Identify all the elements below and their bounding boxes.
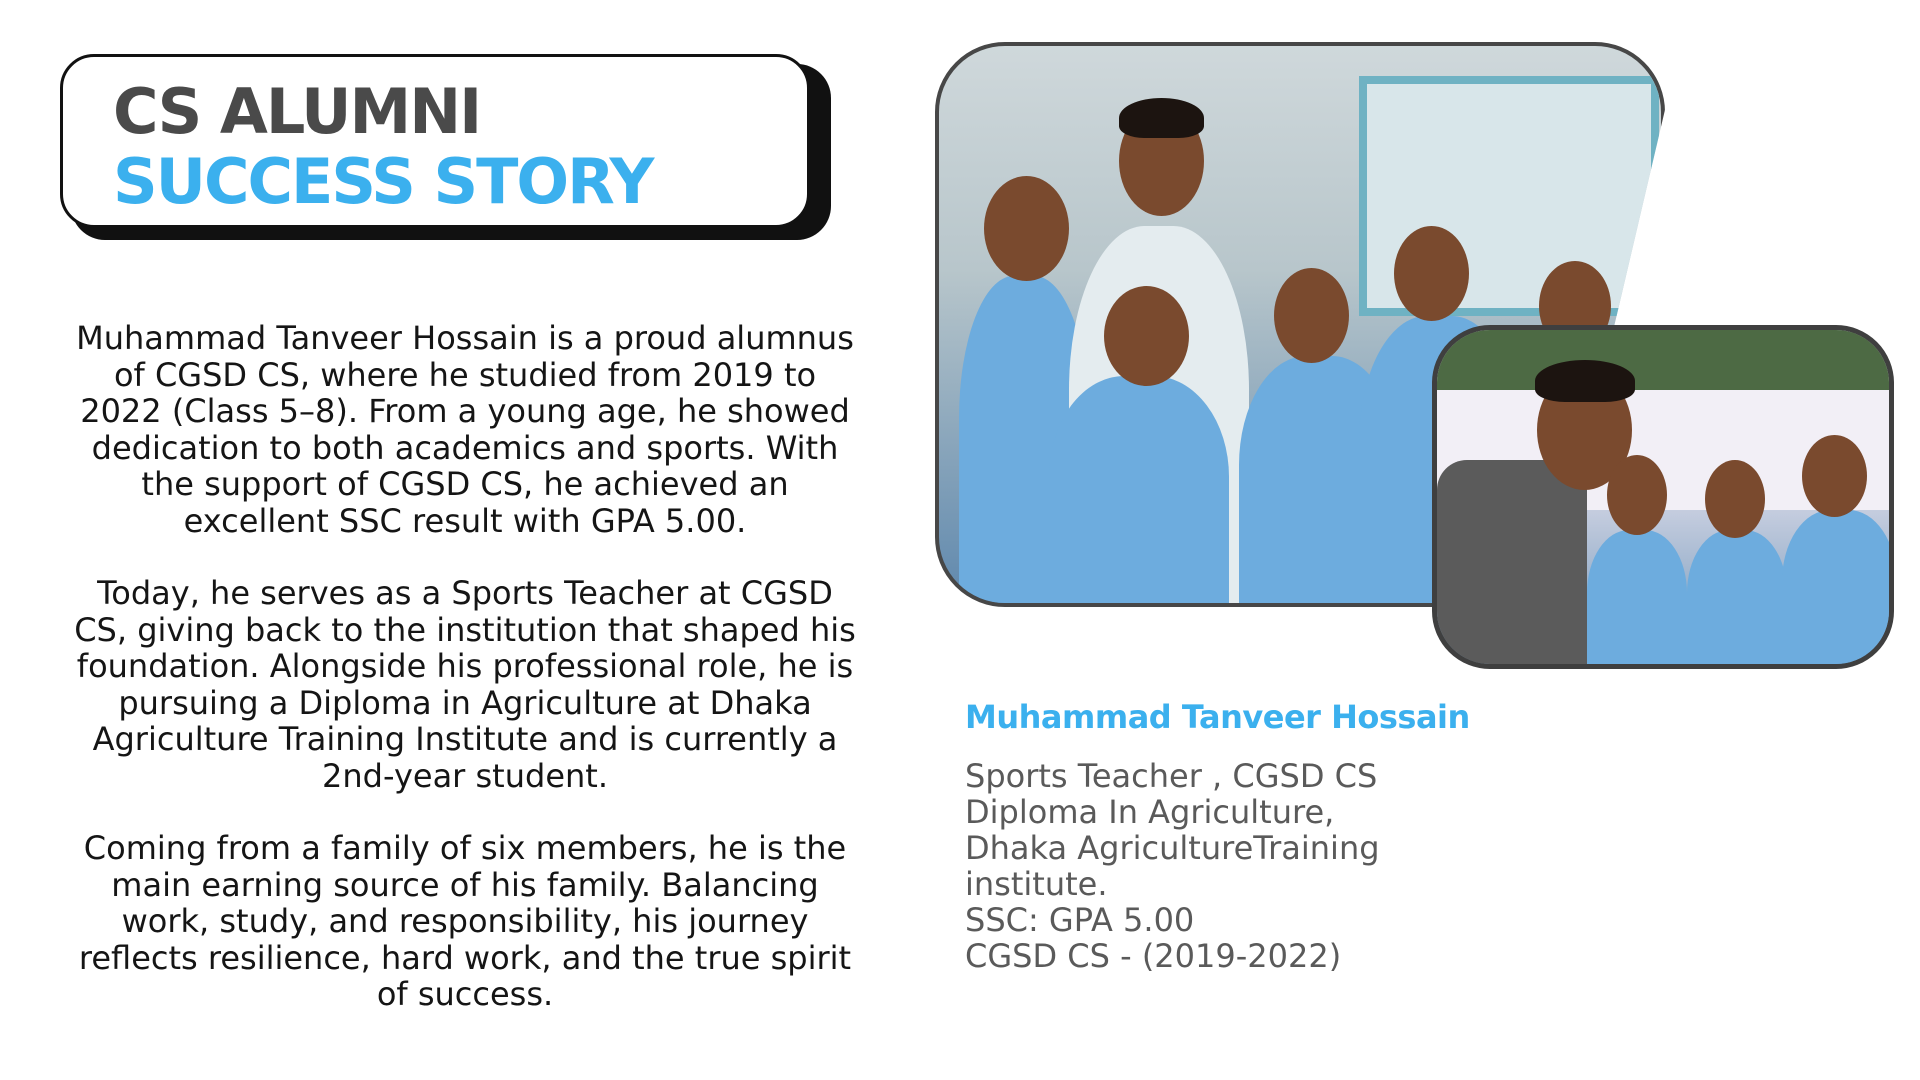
photo-person [1587,530,1687,669]
photo-person [1687,530,1787,669]
photo-person-head [1705,460,1765,538]
story-paragraph-2: Today, he serves as a Sports Teacher at CGSD CS, giving back to the institution that shaped his foundation. Alongside his professional role, he is pursuing a Diploma in Agriculture at Dhaka Agriculture Training Institute and is currently a 2nd-year student. [74,574,856,795]
photo-person-head [984,176,1069,281]
title-line-1: CS ALUMNI [113,75,481,148]
profile-detail-line: Diploma In Agriculture, [965,793,1335,831]
profile-name: Muhammad Tanveer Hossain [965,698,1470,736]
title-line-2: SUCCESS STORY [113,145,653,218]
photo-person [1437,460,1587,669]
profile-details [965,758,1380,974]
photo-person [1049,376,1229,607]
photo-person-hair [1119,98,1204,138]
profile-detail-line: Dhaka AgricultureTraining [965,829,1380,867]
profile-detail-line: CGSD CS - (2019-2022) [965,937,1342,975]
story-paragraph-3: Coming from a family of six members, he is the main earning source of his family. Balancing work, study, and responsibility, his journey reflects resilience, hard work, and the true spirit of success. [78,829,852,1013]
photo-person-head [1802,435,1867,517]
medal-photo [1432,325,1894,669]
story-paragraph-1: Muhammad Tanveer Hossain is a proud alumnus of CGSD CS, where he studied from 2019 to 2022 (Class 5–8). From a young age, he showed dedication to both academics and sports. With the support of CGSD CS, he achieved an excellent SSC result with GPA 5.00. [76,319,854,540]
photo-person-hair [1535,360,1635,402]
story-text [70,320,860,1049]
profile-detail-line: SSC: GPA 5.00 [965,901,1195,939]
photo-person-head [1394,226,1469,321]
photo-person [1782,510,1894,669]
photo-person-head [1104,286,1189,386]
photo-person-head [1274,268,1349,363]
title-box [60,54,810,228]
profile-detail-line: institute. [965,865,1108,903]
profile-detail-line: Sports Teacher , CGSD CS [965,757,1378,795]
photo-person-head [1607,455,1667,535]
